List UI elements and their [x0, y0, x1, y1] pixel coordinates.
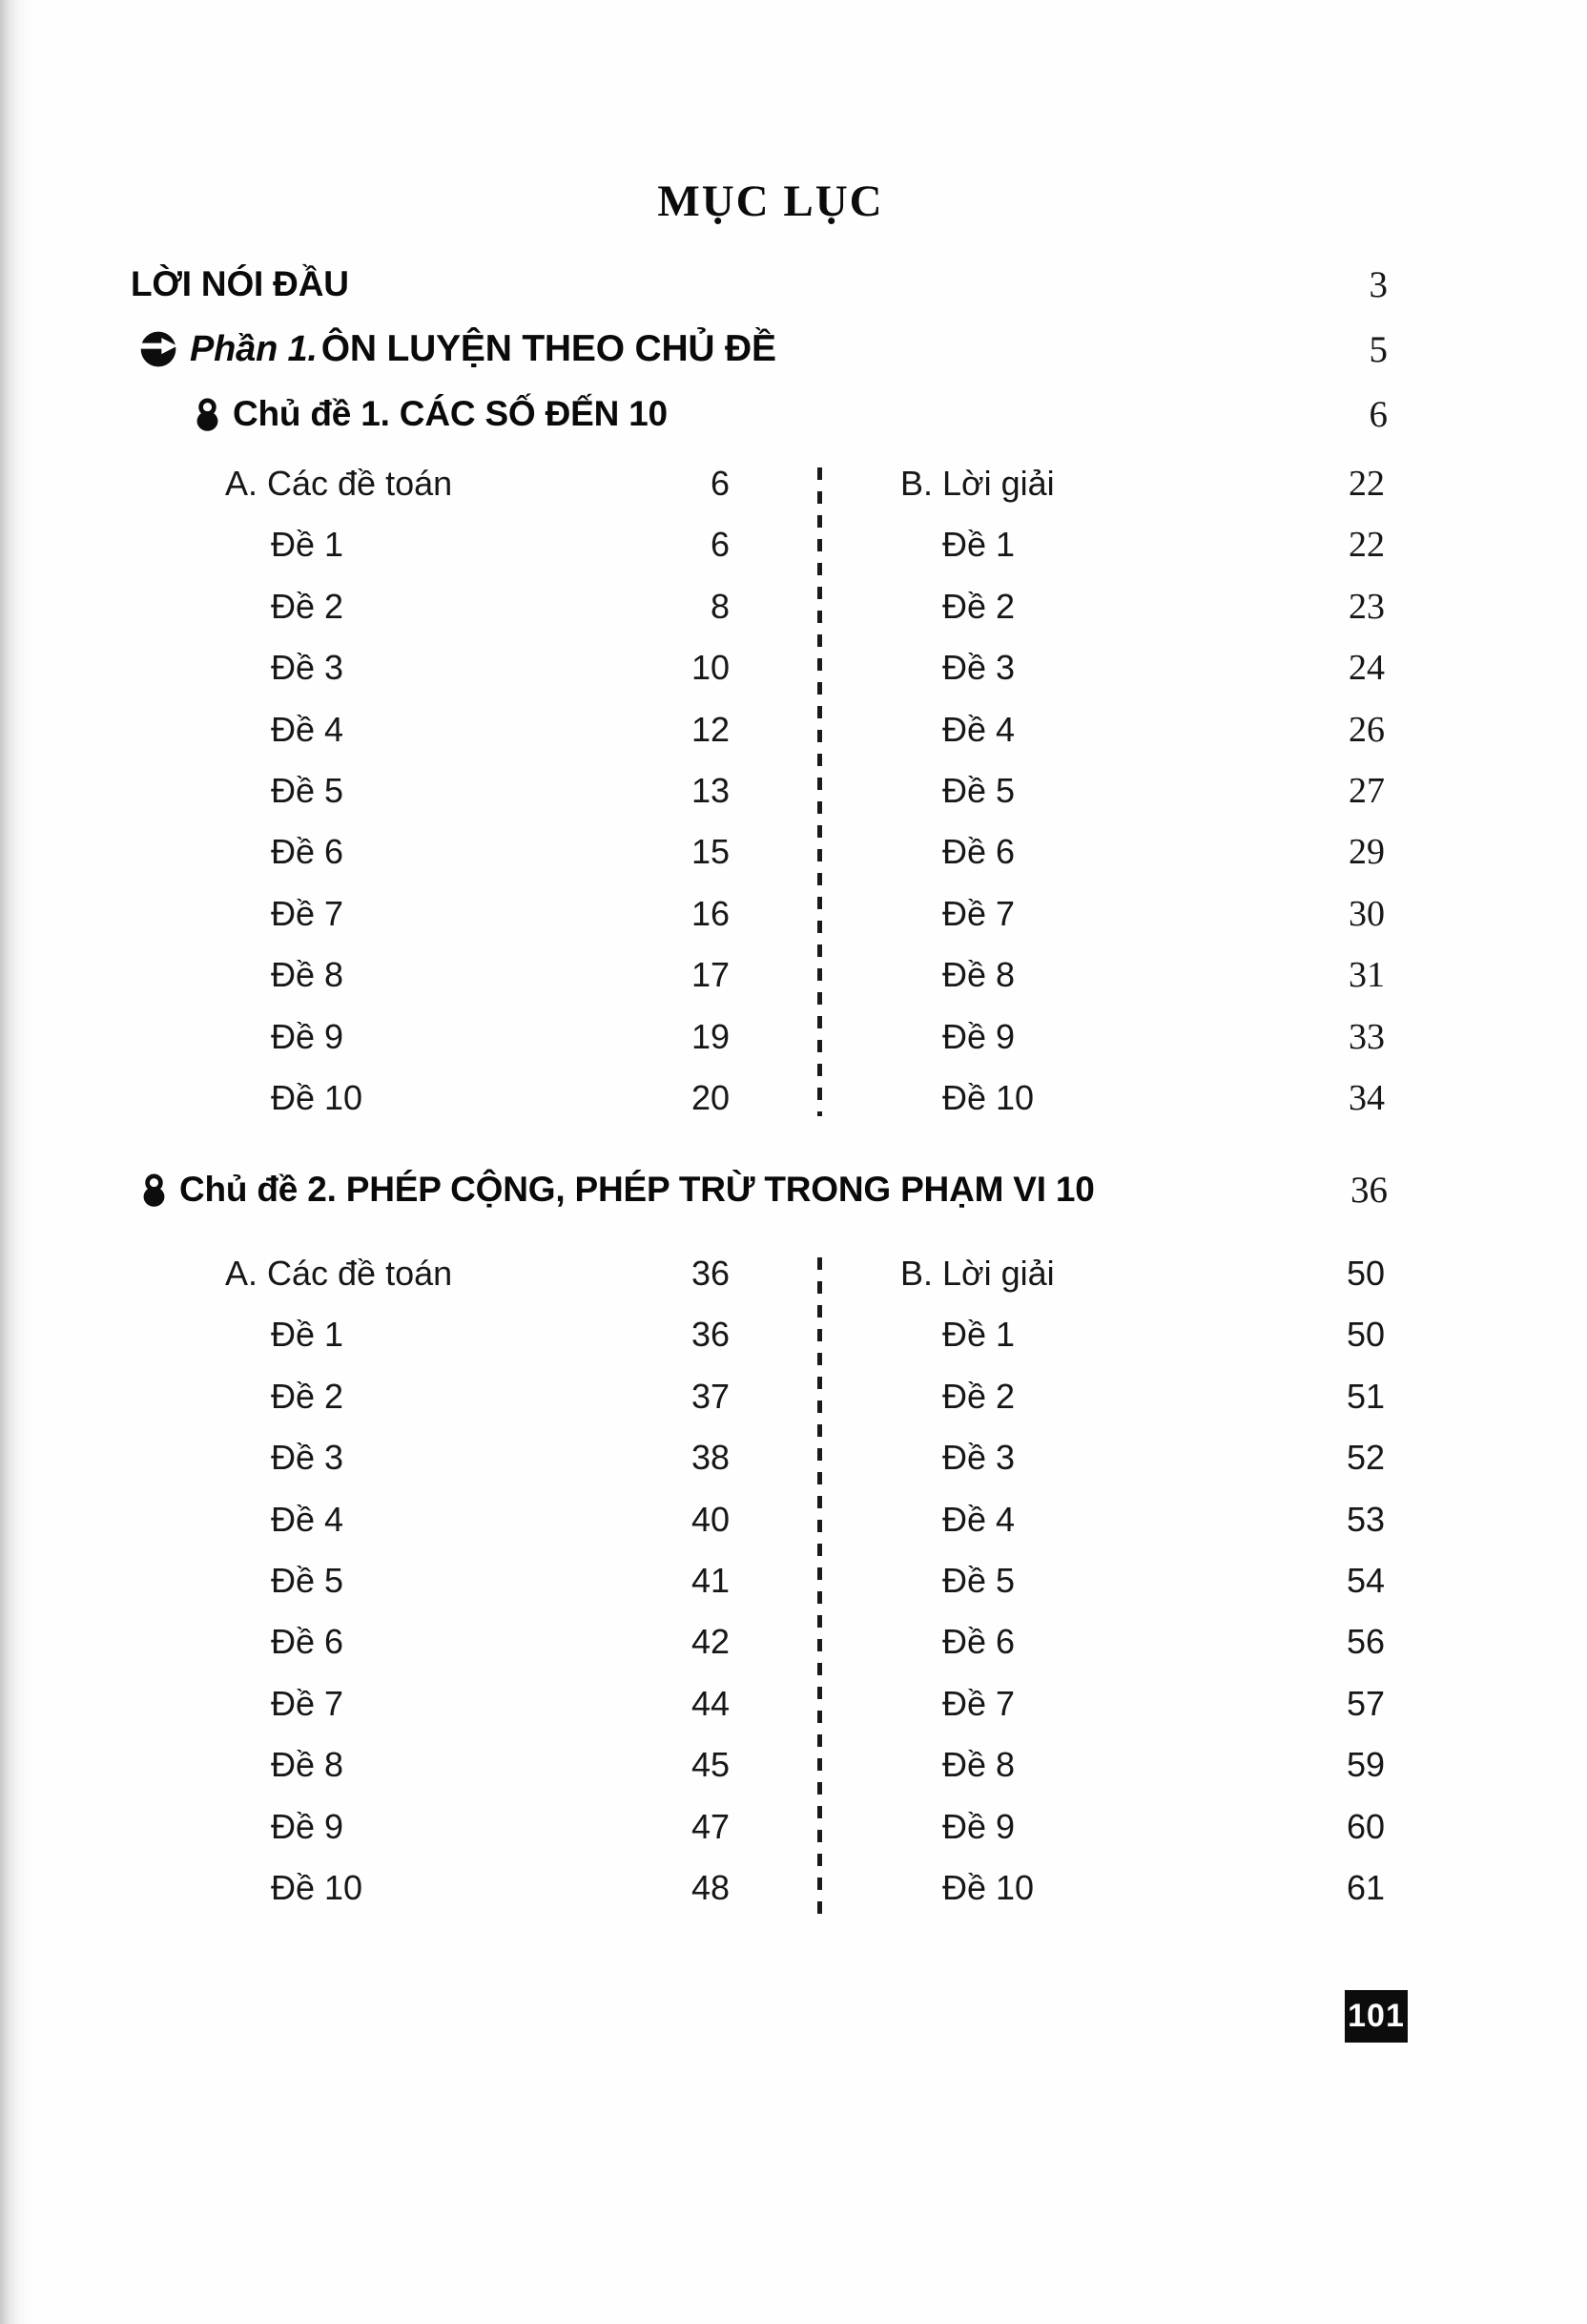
item-page-number: 30 — [1349, 893, 1385, 934]
item-label: Đề 10 — [271, 1077, 363, 1117]
toc-row — [225, 1620, 730, 1681]
item-page-number: 57 — [1346, 1683, 1385, 1723]
topic2-problems-header-row — [225, 1252, 730, 1313]
toc-row — [225, 523, 730, 584]
item-page-number: 41 — [690, 1560, 730, 1600]
toc-entry-part1 — [139, 324, 1388, 374]
toc-row — [900, 708, 1385, 769]
item-page-number: 42 — [690, 1622, 730, 1662]
toc-row — [900, 830, 1385, 891]
toc-row — [900, 1866, 1385, 1927]
toc-entry-topic1 — [195, 389, 1388, 439]
item-page-number: 54 — [1346, 1560, 1385, 1600]
item-page-number: 51 — [1346, 1376, 1385, 1416]
part1-title: ÔN LUYỆN THEO CHỦ ĐỀ — [320, 328, 776, 369]
topic2-page-number: 36 — [1350, 1169, 1388, 1211]
toc-row — [900, 1559, 1385, 1620]
page-number-badge: 101 — [1345, 1990, 1408, 2043]
item-label: Đề 3 — [271, 648, 344, 688]
toc-row — [900, 1498, 1385, 1559]
item-page-number: 53 — [1346, 1499, 1385, 1539]
item-label: Đề 8 — [942, 955, 1016, 995]
item-page-number: 15 — [690, 832, 730, 872]
toc-entry-topic2 — [141, 1165, 1388, 1214]
part1-label — [190, 328, 776, 370]
item-page-number: 29 — [1349, 832, 1385, 873]
toc-row — [900, 1076, 1385, 1137]
toc-row — [225, 1436, 730, 1497]
item-label: Đề 3 — [271, 1438, 344, 1478]
toc-row — [900, 1743, 1385, 1804]
item-label: Đề 4 — [942, 709, 1016, 749]
item-label: Đề 2 — [942, 1376, 1016, 1416]
item-label: Đề 9 — [271, 1806, 344, 1846]
toc-row — [900, 1015, 1385, 1076]
item-page-number: 34 — [1349, 1077, 1385, 1118]
toc-row — [900, 892, 1385, 953]
toc-row — [225, 1866, 730, 1927]
toc-row — [900, 1436, 1385, 1497]
item-label: Đề 10 — [942, 1867, 1035, 1907]
item-page-number: 19 — [690, 1016, 730, 1056]
topic1-page-number: 6 — [1369, 393, 1388, 435]
item-page-number: 50 — [1346, 1315, 1385, 1355]
item-label: Đề 2 — [271, 1376, 344, 1416]
topic2-solutions-header-page: 50 — [1346, 1254, 1385, 1293]
toc-row — [900, 1620, 1385, 1681]
toc-row — [900, 646, 1385, 707]
topic2-solutions-header-row — [900, 1252, 1385, 1313]
item-label: Đề 1 — [271, 525, 344, 565]
topic1-solutions-header-page: 22 — [1349, 464, 1385, 504]
topic1-solutions-column — [900, 462, 1385, 1137]
toc-row — [900, 953, 1385, 1014]
item-label: Đề 8 — [271, 1745, 344, 1785]
book-spine-shadow — [0, 0, 32, 2324]
preface-page-number: 3 — [1369, 263, 1388, 305]
item-label: Đề 5 — [942, 1560, 1016, 1600]
circle-arrow-icon — [139, 330, 177, 368]
item-page-number: 60 — [1346, 1806, 1385, 1846]
item-label: Đề 2 — [271, 586, 344, 626]
item-label: Đề 4 — [271, 709, 344, 749]
toc-row — [900, 769, 1385, 830]
item-page-number: 37 — [690, 1376, 730, 1416]
item-page-number: 16 — [690, 893, 730, 933]
item-label: Đề 5 — [942, 770, 1016, 810]
item-page-number: 23 — [1349, 586, 1385, 627]
lock-icon — [195, 397, 220, 432]
toc-row — [900, 1682, 1385, 1743]
item-page-number: 27 — [1349, 770, 1385, 811]
item-label: Đề 9 — [942, 1806, 1016, 1846]
topic2-problems-header-page: 36 — [690, 1254, 730, 1293]
toc-row — [900, 1375, 1385, 1436]
item-page-number: 56 — [1346, 1622, 1385, 1662]
item-label: Đề 8 — [942, 1745, 1016, 1785]
toc-row — [225, 708, 730, 769]
toc-row — [225, 1682, 730, 1743]
topic1-problems-header: A. Các đề toán — [225, 464, 453, 503]
part1-page-number: 5 — [1369, 328, 1388, 370]
item-label: Đề 10 — [271, 1867, 363, 1907]
toc-entry-preface — [131, 259, 1388, 309]
item-page-number: 52 — [1346, 1438, 1385, 1478]
item-label: Đề 4 — [942, 1499, 1016, 1539]
item-page-number: 20 — [690, 1077, 730, 1117]
item-page-number: 61 — [1346, 1867, 1385, 1907]
item-label: Đề 9 — [942, 1016, 1016, 1056]
topic2-solutions-header: B. Lời giải — [900, 1254, 1055, 1293]
item-label: Đề 7 — [942, 1683, 1016, 1723]
item-page-number: 6 — [710, 525, 730, 565]
topic1-problems-items — [225, 523, 730, 1137]
toc-row — [900, 523, 1385, 584]
page-title: MỤC LỤC — [657, 176, 884, 226]
item-label: Đề 7 — [271, 1683, 344, 1723]
topic1-title: Chủ đề 1. CÁC SỐ ĐẾN 10 — [233, 394, 668, 433]
item-label: Đề 6 — [271, 832, 344, 872]
item-page-number: 24 — [1349, 648, 1385, 689]
item-label: Đề 3 — [942, 1438, 1016, 1478]
toc-row — [225, 892, 730, 953]
item-page-number: 59 — [1346, 1745, 1385, 1785]
item-page-number: 22 — [1349, 525, 1385, 566]
item-label: Đề 9 — [271, 1016, 344, 1056]
toc-row — [225, 769, 730, 830]
item-page-number: 17 — [690, 955, 730, 995]
item-page-number: 31 — [1349, 955, 1385, 996]
toc-row — [225, 830, 730, 891]
preface-label: LỜI NÓI ĐẦU — [131, 264, 349, 303]
toc-row — [225, 953, 730, 1014]
column-divider-dashed — [817, 1257, 822, 1914]
lock-icon — [141, 1172, 167, 1208]
item-page-number: 48 — [690, 1867, 730, 1907]
column-divider-dashed — [817, 467, 822, 1116]
item-page-number: 26 — [1349, 709, 1385, 750]
topic1-problems-header-row — [225, 462, 730, 523]
part1-prefix: Phần 1. — [190, 329, 318, 369]
topic2-title: Chủ đề 2. PHÉP CỘNG, PHÉP TRỪ TRONG PHẠM VI 10 — [179, 1170, 1095, 1209]
item-page-number: 36 — [690, 1315, 730, 1355]
item-page-number: 33 — [1349, 1016, 1385, 1057]
toc-row — [225, 646, 730, 707]
topic2-problems-column — [225, 1252, 730, 1927]
item-page-number: 38 — [690, 1438, 730, 1478]
item-label: Đề 7 — [271, 893, 344, 933]
item-page-number: 44 — [690, 1683, 730, 1723]
item-label: Đề 5 — [271, 1560, 344, 1600]
item-label: Đề 1 — [942, 1315, 1016, 1355]
topic2-solutions-items — [900, 1313, 1385, 1927]
item-label: Đề 1 — [942, 525, 1016, 565]
topic1-solutions-items — [900, 523, 1385, 1137]
topic1-solutions-header-row — [900, 462, 1385, 523]
toc-row — [225, 1743, 730, 1804]
topic2-problems-items — [225, 1313, 730, 1927]
item-page-number: 40 — [690, 1499, 730, 1539]
toc-row — [225, 1805, 730, 1866]
item-page-number: 47 — [690, 1806, 730, 1846]
item-label: Đề 6 — [942, 1622, 1016, 1662]
toc-row — [225, 1559, 730, 1620]
topic1-problems-column — [225, 462, 730, 1137]
item-label: Đề 4 — [271, 1499, 344, 1539]
item-page-number: 10 — [690, 648, 730, 688]
toc-row — [225, 1313, 730, 1374]
item-label: Đề 5 — [271, 770, 344, 810]
item-page-number: 13 — [690, 770, 730, 810]
toc-row — [225, 1375, 730, 1436]
item-page-number: 8 — [710, 586, 730, 626]
item-label: Đề 8 — [271, 955, 344, 995]
item-label: Đề 7 — [942, 893, 1016, 933]
topic2-problems-header: A. Các đề toán — [225, 1254, 453, 1293]
topic1-problems-header-page: 6 — [710, 464, 730, 503]
item-label: Đề 6 — [942, 832, 1016, 872]
toc-row — [225, 1498, 730, 1559]
item-label: Đề 2 — [942, 586, 1016, 626]
topic2-solutions-column — [900, 1252, 1385, 1927]
item-label: Đề 10 — [942, 1077, 1035, 1117]
topic1-solutions-header: B. Lời giải — [900, 464, 1055, 503]
toc-row — [225, 1015, 730, 1076]
toc-row — [900, 585, 1385, 646]
toc-row — [900, 1805, 1385, 1866]
item-label: Đề 3 — [942, 648, 1016, 688]
item-label: Đề 6 — [271, 1622, 344, 1662]
item-page-number: 45 — [690, 1745, 730, 1785]
toc-row — [900, 1313, 1385, 1374]
item-label: Đề 1 — [271, 1315, 344, 1355]
item-page-number: 12 — [690, 709, 730, 749]
toc-row — [225, 1076, 730, 1137]
toc-row — [225, 585, 730, 646]
